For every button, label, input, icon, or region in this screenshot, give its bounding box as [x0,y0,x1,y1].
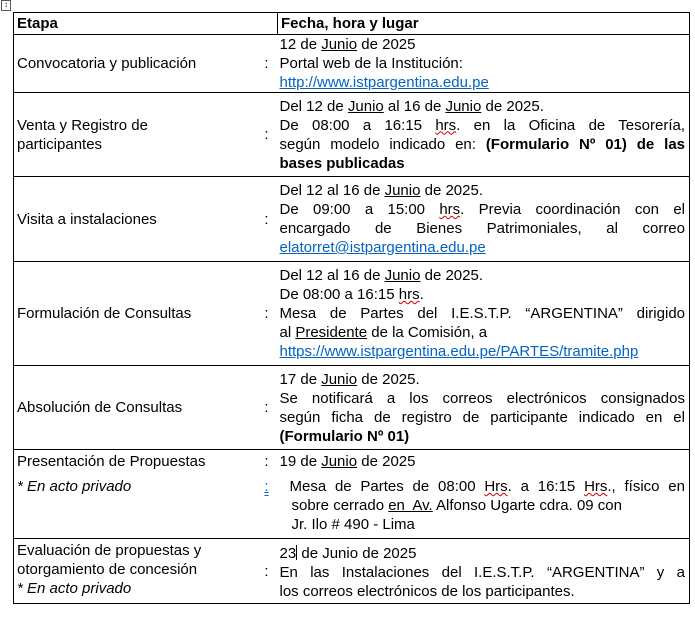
detail-line: 17 de Junio de 2025. [279,370,420,388]
table-row [14,539,690,604]
institution-web-link[interactable]: http://www.istpargentina.edu.pe [279,74,489,91]
text-cursor [296,545,297,560]
stage-label: participantes [17,135,103,153]
stage-label: Presentación de Propuestas [17,453,206,470]
detail-line: encargado de Bienes Patrimoniales, al correo [279,220,685,237]
detail-line: En las Instalaciones del I.E.S.T.P. “ARGENTINA” y a [279,563,685,581]
colon: : [256,366,278,450]
detail-line: 12 de Junio de 2025 [279,36,416,53]
stage-cell [14,450,256,539]
table-row [14,262,690,366]
table-row [14,177,690,262]
table-row [14,450,690,539]
colon: : [264,478,269,495]
colon: : [264,453,269,470]
stage-cell [14,539,256,604]
email-link[interactable]: elatorret@istpargentina.edu.pe [279,239,486,256]
stage-label: Absolución de Consultas [17,399,183,416]
stage-label: Formulación de Consultas [17,305,192,322]
detail-cell[interactable] [278,539,690,604]
detail-cell [278,93,690,177]
detail-line: (Formulario Nº 01) [279,427,410,445]
stage-note: * En acto privado [17,580,132,597]
detail-cell [278,177,690,262]
table-row [14,93,690,177]
stage-cell [14,93,256,177]
detail-line: Del 12 de Junio al 16 de Junio de 2025. [279,97,544,115]
detail-cell [278,262,690,366]
stage-label: Visita a instalaciones [17,210,157,228]
table-anchor-icon[interactable]: ↕ [1,0,11,11]
tramite-link[interactable]: https://www.istpargentina.edu.pe/PARTES/tramite.php [279,343,639,360]
stage-cell [14,366,256,450]
detail-line: 19 de Junio de 2025 [279,453,416,470]
header-stage: Etapa [14,13,256,35]
stage-label: otorgamiento de concesión [17,561,198,578]
detail-line: Mesa de Partes del I.E.S.T.P. “ARGENTINA” dirigido [279,305,685,322]
stage-note: * En acto privado [17,478,132,495]
colon: : [256,177,278,262]
colon: : [256,93,278,177]
detail-line: Se notificará a los correos electrónicos consignados [279,389,685,407]
colon: : [256,262,278,366]
detail-line: Mesa de Partes de 08:00 Hrs. a 16:15 Hrs., físico en [289,478,685,495]
detail-line: De 09:00 a 15:00 hrs. Previa coordinación con el [279,201,685,218]
detail-line: según modelo indicado en: (Formulario Nº 01) de las [279,135,686,153]
table-row [14,366,690,450]
stage-label: Evaluación de propuestas y [17,542,202,559]
detail-line: Jr. Ilo # 490 - Lima [291,516,415,533]
detail-line: los correos electrónicos de los participantes. [279,582,575,600]
detail-cell [278,366,690,450]
detail-cell [278,450,690,539]
stage-cell [14,35,256,93]
detail-line: 23 de Junio de 2025 [279,544,417,562]
detail-line: De 08:00 a 16:15 hrs. en la Oficina de Tesorería, [279,116,685,134]
table-header-row [14,13,690,35]
table-row [14,35,690,93]
header-spacer [256,13,278,35]
stage-cell [14,177,256,262]
colon: : [256,35,278,93]
colon: : [256,539,278,604]
detail-line: bases publicadas [279,154,405,172]
detail-line: De 08:00 a 16:15 hrs. [279,286,424,303]
detail-line: sobre cerrado en Av. Alfonso Ugarte cdra. 09 con [291,497,622,514]
colon-cell [256,450,278,539]
header-detail: Fecha, hora y lugar [278,13,690,35]
detail-line: Portal web de la Institución: [279,55,463,72]
detail-cell [278,35,690,93]
detail-line: Del 12 al 16 de Junio de 2025. [279,267,483,284]
detail-line: al Presidente de la Comisión, a [279,324,488,341]
detail-line: según ficha de registro de participante indicado en el [279,408,685,426]
schedule-table [13,12,690,604]
stage-label: Convocatoria y publicación [17,55,197,72]
stage-label: Venta y Registro de [17,116,148,134]
detail-line: Del 12 al 16 de Junio de 2025. [279,182,483,199]
stage-cell [14,262,256,366]
